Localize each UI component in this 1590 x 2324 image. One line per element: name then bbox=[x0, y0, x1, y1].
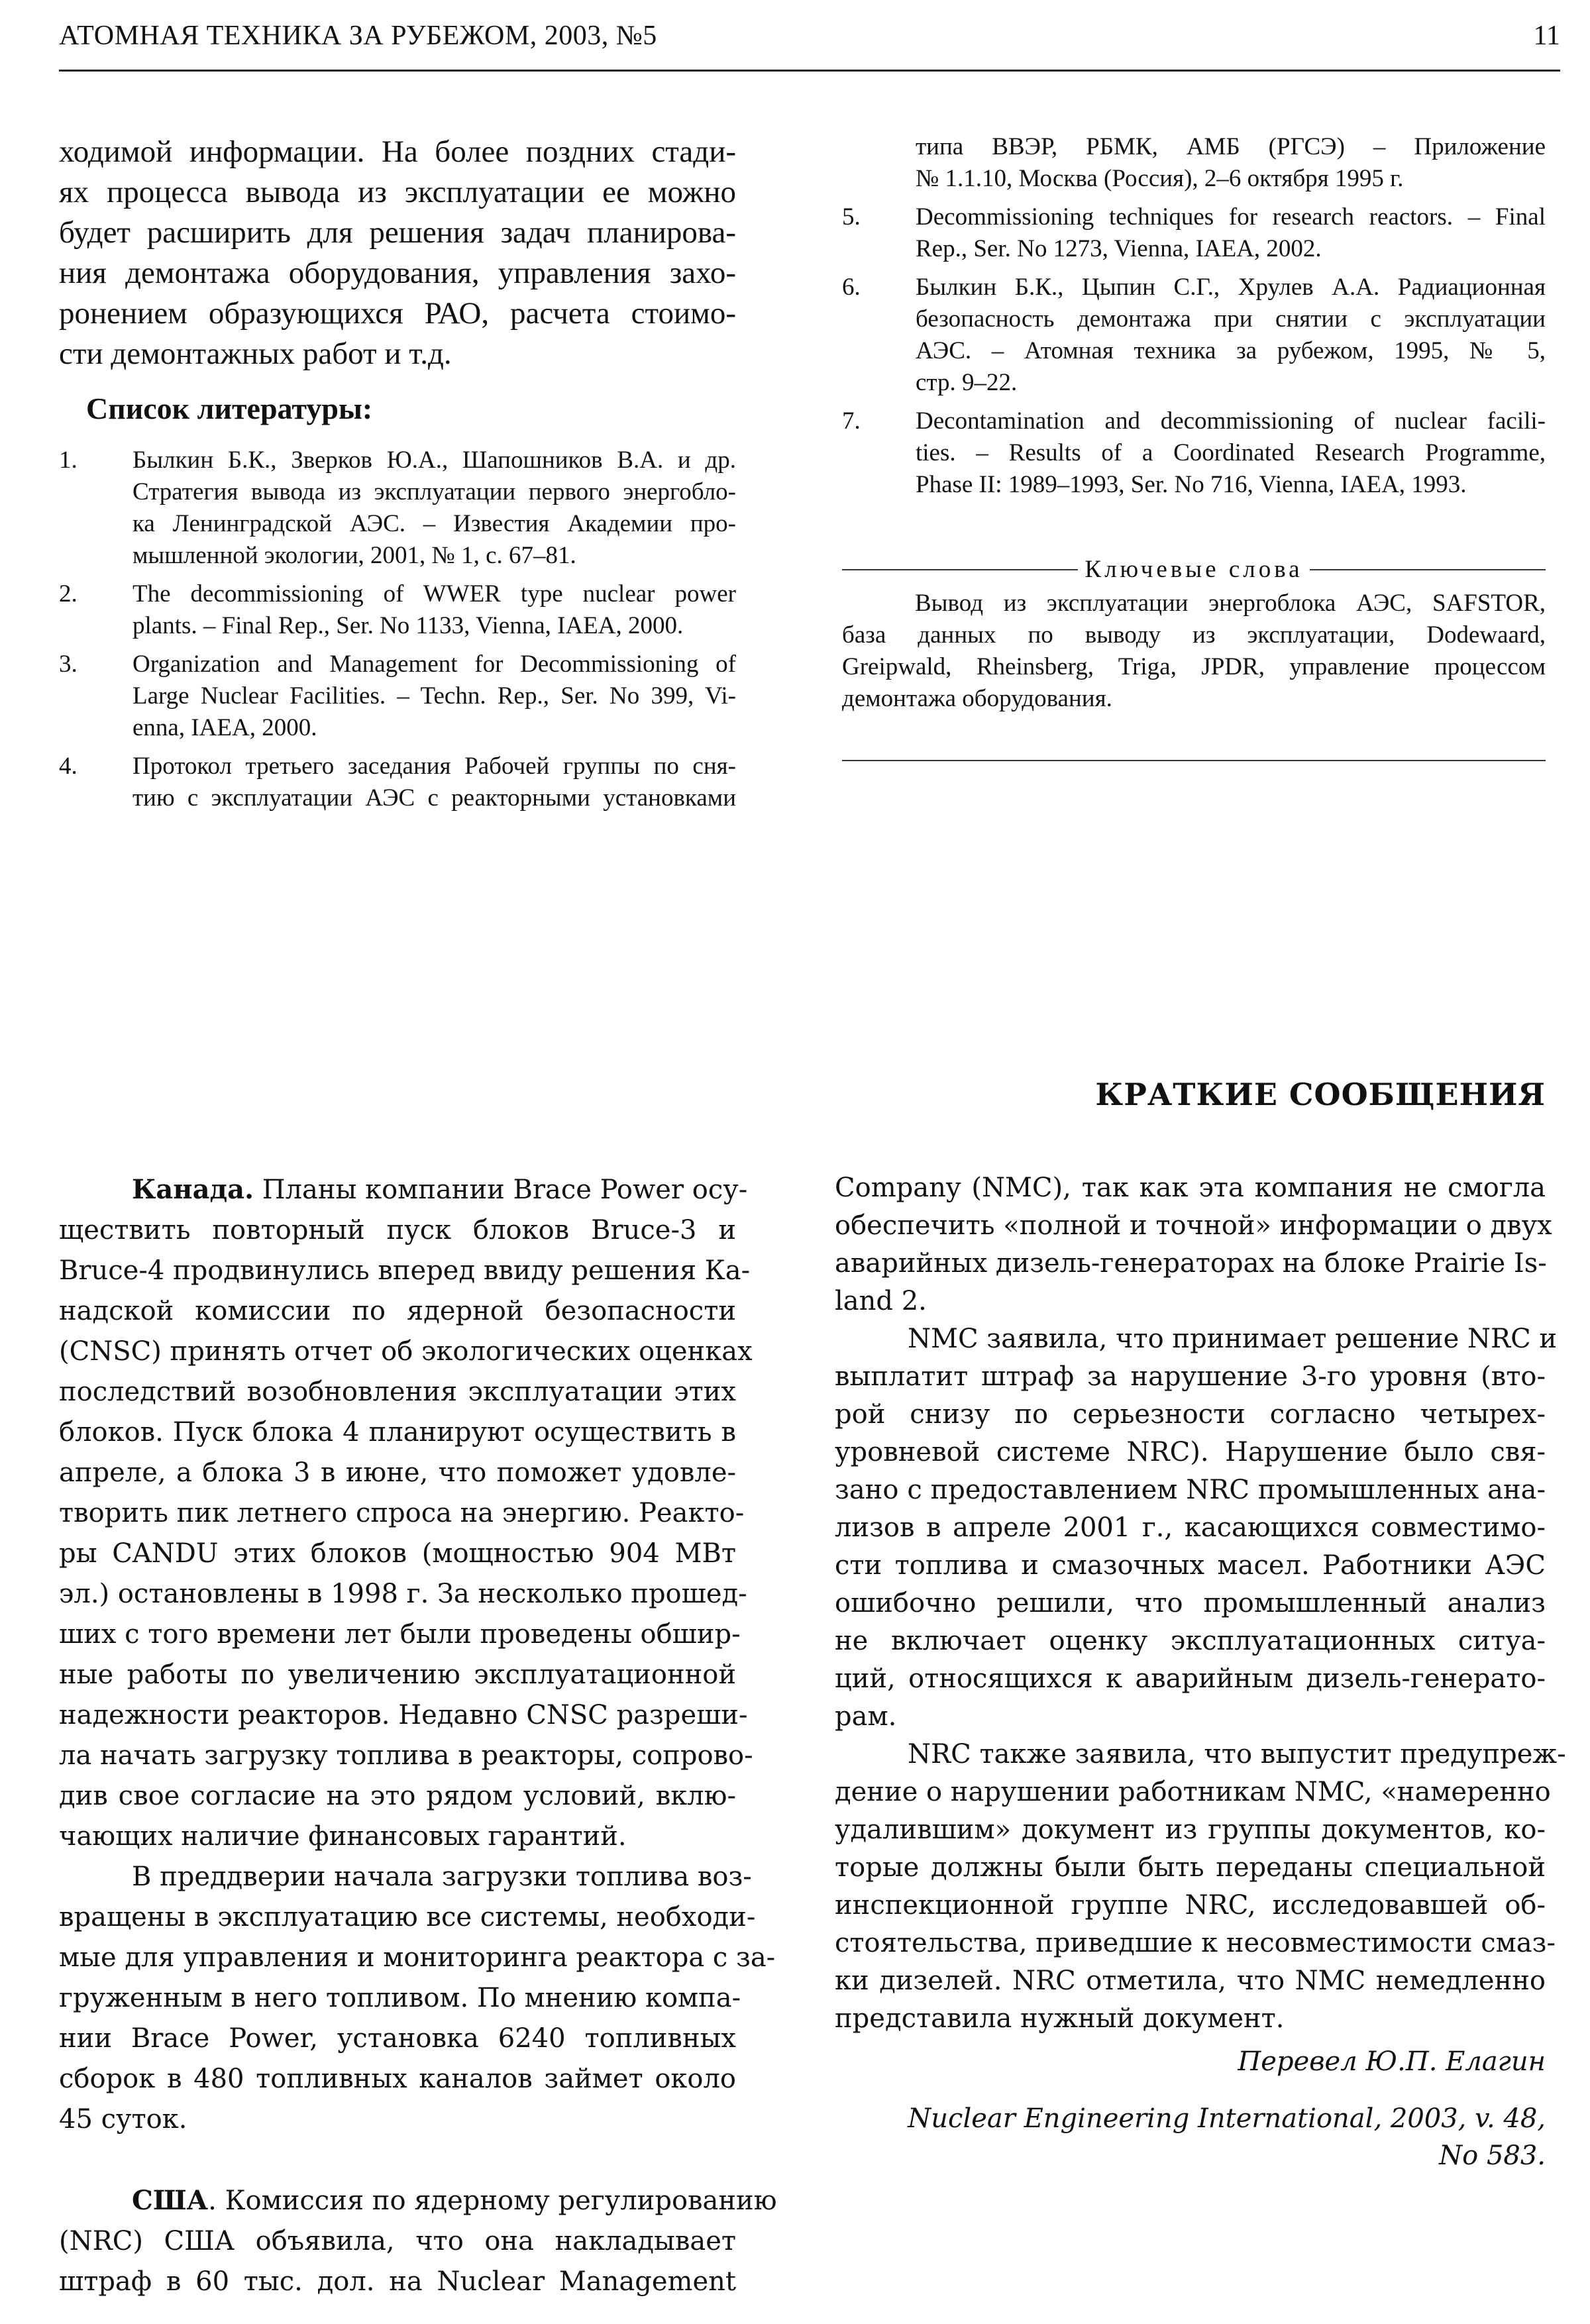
header-rule bbox=[59, 70, 1560, 72]
paragraph-line: чающих наличие финансовых гарантий. bbox=[59, 1821, 627, 1852]
reference-number: 7. bbox=[842, 407, 861, 435]
paragraph-line: лизов в апреле 2001 г., касающихся совместимо- bbox=[835, 1512, 1546, 1543]
paragraph-line: инспекционной группе NRC, исследовавшей об- bbox=[835, 1890, 1546, 1921]
paragraph-line: Вывод из эксплуатации энергоблока АЭС, SAFSTOR, bbox=[915, 590, 1546, 617]
references-list-right bbox=[842, 131, 1546, 507]
reference-line: Phase II: 1989–1993, Ser. No 716, Vienna, IAEA, 1993. bbox=[916, 471, 1467, 498]
paragraph-line: рам. bbox=[835, 1701, 897, 1732]
source-citation bbox=[835, 2100, 1546, 2174]
keywords-bottom-rule bbox=[842, 760, 1546, 761]
paragraph-line: ций, относящихся к аварийным дизель-генерато- bbox=[835, 1664, 1546, 1694]
paragraph-line: надежности реакторов. Недавно CNSC разреши- bbox=[59, 1700, 748, 1730]
paragraph-text: . Комиссия по ядерному регулированию bbox=[208, 2186, 777, 2216]
reference-line: Large Nuclear Facilities. – Techn. Rep., Ser. No 399, Vi- bbox=[132, 682, 736, 710]
paragraph-line: штраф в 60 тыс. дол. на Nuclear Management bbox=[59, 2266, 736, 2297]
paragraph-line: сти топлива и смазочных масел. Работники АЭС bbox=[835, 1550, 1546, 1581]
paragraph-line: сти демонтажных работ и т.д. bbox=[59, 337, 452, 371]
reference-line: Decommissioning techniques for research reactors. – Final bbox=[916, 203, 1546, 231]
paragraph-line: Company (NMC), так как эта компания не смогла bbox=[835, 1173, 1546, 1203]
paragraph-line: NMC заявила, что принимает решение NRC и bbox=[908, 1324, 1558, 1354]
reference-line: тию с эксплуатации АЭС с реакторными установками bbox=[132, 784, 736, 812]
paragraph-line: Bruce-4 продвинулись вперед ввиду решения Ка- bbox=[59, 1255, 751, 1286]
paragraph-line bbox=[59, 2180, 777, 2221]
paragraph-line: уровневой системе NRC). Нарушение было свя- bbox=[835, 1437, 1546, 1467]
news-column-right bbox=[835, 1169, 1566, 2038]
paragraph-line: мые для управления и мониторинга реактора с за- bbox=[59, 1942, 776, 1973]
paragraph-line: апреле, а блока 3 в июне, что поможет удовле- bbox=[59, 1457, 736, 1488]
reference-item bbox=[842, 131, 1546, 195]
reference-line: АЭС. – Атомная техника за рубежом, 1995, № 5, bbox=[916, 337, 1546, 364]
paragraph-text: Планы компании Brace Power осу- bbox=[254, 1175, 748, 1205]
paragraph-line: ходимой информации. На более поздних стади- bbox=[59, 134, 736, 169]
paragraph-line: ла начать загрузку топлива в реакторы, сопрово- bbox=[59, 1740, 753, 1771]
page-number: 11 bbox=[1533, 21, 1560, 51]
reference-line: мышленной экологии, 2001, № 1, с. 67–81. bbox=[132, 542, 576, 569]
paragraph-line: В преддверии начала загрузки топлива воз- bbox=[132, 1862, 752, 1892]
reference-line: стр. 9–22. bbox=[916, 369, 1018, 396]
reference-item bbox=[59, 578, 736, 642]
reference-line: Стратегия вывода из эксплуатации первого энергобло- bbox=[132, 478, 736, 505]
reference-line: ties. – Results of a Coordinated Research Programme, bbox=[916, 439, 1546, 466]
paragraph-line: демонтажа оборудования. bbox=[842, 685, 1112, 712]
paragraph-line: ры CANDU этих блоков (мощностью 904 МВт bbox=[59, 1538, 736, 1569]
reference-line: Былкин Б.К., Цыпин С.Г., Хрулев А.А. Радиационная bbox=[916, 274, 1546, 301]
reference-number: 6. bbox=[842, 274, 861, 301]
translator-credit: Перевел Ю.П. Елагин bbox=[1238, 2046, 1546, 2077]
paragraph-line: последствий возобновления эксплуатации этих bbox=[59, 1377, 736, 1407]
article-conclusion-text bbox=[59, 132, 736, 374]
paragraph-line: ки дизелей. NRC отметила, что NMC немедленно bbox=[835, 1966, 1546, 1996]
news-column-left bbox=[59, 1169, 777, 2302]
paragraph-line bbox=[59, 1169, 748, 1210]
paragraph-line: рой снизу по серьезности согласно четырех- bbox=[835, 1399, 1546, 1430]
paragraph-line: сборок в 480 топливных каналов займет около bbox=[59, 2064, 736, 2094]
paragraph-line: обеспечить «полной и точной» информации о двух bbox=[835, 1210, 1552, 1241]
reference-number: 1. bbox=[59, 447, 78, 474]
reference-line: Протокол третьего заседания Рабочей группы по сня- bbox=[132, 753, 736, 780]
paragraph-line: (NRC) США объявила, что она накладывает bbox=[59, 2226, 736, 2256]
reference-line: № 1.1.10, Москва (Россия), 2–6 октября 1995 г. bbox=[916, 165, 1404, 192]
reference-line: безопасность демонтажа при снятии с эксплуатации bbox=[916, 305, 1546, 333]
paragraph-line: ные работы по увеличению эксплуатационной bbox=[59, 1660, 736, 1690]
paragraph-line: 45 суток. bbox=[59, 2104, 187, 2135]
source-citation-line: Nuclear Engineering International, 2003, v. 48, bbox=[908, 2103, 1546, 2134]
paragraph-line: Greipwald, Rheinsberg, Triga, JPDR, управление процессом bbox=[842, 653, 1546, 680]
paragraph-line: эл.) остановлены в 1998 г. За несколько прошед- bbox=[59, 1579, 747, 1609]
paragraph-line: творить пик летнего спроса на энергию. Реакто- bbox=[59, 1498, 745, 1528]
reference-number: 4. bbox=[59, 753, 78, 780]
divider bbox=[842, 569, 1078, 570]
paragraph-line: груженным в него топливом. По мнению компа- bbox=[59, 1983, 741, 2013]
reference-line: Decontamination and decommissioning of nuclear facili- bbox=[916, 407, 1546, 435]
news-country-lead: Канада. bbox=[132, 1174, 254, 1205]
paragraph-line: не включает оценку эксплуатационных ситуа- bbox=[835, 1626, 1546, 1656]
paragraph-line: надской комиссии по ядерной безопасности bbox=[59, 1296, 736, 1326]
reference-line: Rep., Ser. No 1273, Vienna, IAEA, 2002. bbox=[916, 235, 1322, 262]
paragraph-line: ях процесса вывода из эксплуатации ее можно bbox=[59, 175, 736, 209]
reference-item bbox=[842, 272, 1546, 399]
paragraph-line: аварийных дизель-генераторах на блоке Prairie Is- bbox=[835, 1248, 1547, 1279]
reference-line: The decommissioning of WWER type nuclear power bbox=[132, 580, 736, 607]
paragraph-line: ошибочно решили, что промышленный анализ bbox=[835, 1588, 1546, 1618]
paragraph-line: (CNSC) принять отчет об экологических оценках bbox=[59, 1336, 753, 1367]
paragraph-line: торые должны были быть переданы специальной bbox=[835, 1852, 1546, 1883]
references-heading: Список литературы: bbox=[86, 392, 373, 425]
reference-line: plants. – Final Rep., Ser. No 1133, Vienna, IAEA, 2000. bbox=[132, 612, 684, 639]
paragraph-line: вращены в эксплуатацию все системы, необходи- bbox=[59, 1902, 756, 1932]
reference-item bbox=[59, 445, 736, 572]
reference-item bbox=[59, 751, 736, 814]
paragraph-line: удалившим» документ из группы документов, ко- bbox=[835, 1815, 1546, 1845]
paragraph-line: представила нужный документ. bbox=[835, 2003, 1285, 2034]
paragraph-line: land 2. bbox=[835, 1286, 927, 1316]
paragraph-line: стоятельства, приведшие к несовместимости смаз- bbox=[835, 1928, 1556, 1958]
reference-item bbox=[842, 405, 1546, 501]
paragraph-line: зано с предоставлением NRC промышленных ана- bbox=[835, 1475, 1546, 1505]
news-column-right-wrap bbox=[835, 1169, 1566, 2174]
journal-running-header: АТОМНАЯ ТЕХНИКА ЗА РУБЕЖОМ, 2003, №5 bbox=[59, 21, 657, 51]
reference-line: Organization and Management for Decommissioning of bbox=[132, 651, 736, 678]
reference-item bbox=[842, 201, 1546, 265]
source-citation-line: No 583. bbox=[1439, 2140, 1546, 2171]
reference-number: 3. bbox=[59, 651, 78, 678]
section-title: КРАТКИЕ СООБЩЕНИЯ bbox=[1095, 1077, 1546, 1112]
paragraph-line: NRC также заявила, что выпустит предупреж- bbox=[908, 1739, 1566, 1769]
paragraph-line: нии Brace Power, установка 6240 топливных bbox=[59, 2023, 736, 2054]
reference-line: типа ВВЭР, РБМК, АМБ (РГСЭ) – Приложение bbox=[916, 133, 1546, 160]
paragraph-line: ществить повторный пуск блоков Bruce-3 и bbox=[59, 1215, 736, 1245]
keywords-title: Ключевые слова bbox=[842, 555, 1546, 584]
reference-line: ка Ленинградской АЭС. – Известия Академии про- bbox=[132, 510, 736, 537]
divider bbox=[1310, 569, 1546, 570]
paragraph-line: блоков. Пуск блока 4 планируют осуществить в bbox=[59, 1417, 736, 1448]
keywords-block bbox=[842, 555, 1546, 761]
paragraph-line: див свое согласие на это рядом условий, вклю- bbox=[59, 1781, 736, 1811]
paragraph-line: будет расширить для решения задач планирова- bbox=[59, 215, 736, 250]
keywords-text bbox=[842, 588, 1546, 715]
paragraph-line: ших с того времени лет были проведены обшир- bbox=[59, 1619, 741, 1650]
reference-item bbox=[59, 649, 736, 744]
paragraph-line: ния демонтажа оборудования, управления захо- bbox=[59, 256, 736, 290]
reference-number: 5. bbox=[842, 203, 861, 231]
paragraph-line: дение о нарушении работникам NMC, «намеренно bbox=[835, 1777, 1551, 1807]
reference-line: Былкин Б.К., Зверков Ю.А., Шапошников В.А. и др. bbox=[132, 447, 736, 474]
reference-line: enna, IAEA, 2000. bbox=[132, 714, 317, 741]
news-country-lead: США bbox=[132, 2185, 209, 2216]
paragraph-line: ронением образующихся РАО, расчета стоимо- bbox=[59, 296, 736, 331]
paragraph-line: выплатит штраф за нарушение 3-го уровня (вто- bbox=[835, 1361, 1546, 1392]
paragraph-line: база данных по выводу из эксплуатации, Dodewaard, bbox=[842, 621, 1546, 649]
references-list-left bbox=[59, 445, 736, 821]
reference-number: 2. bbox=[59, 580, 78, 607]
